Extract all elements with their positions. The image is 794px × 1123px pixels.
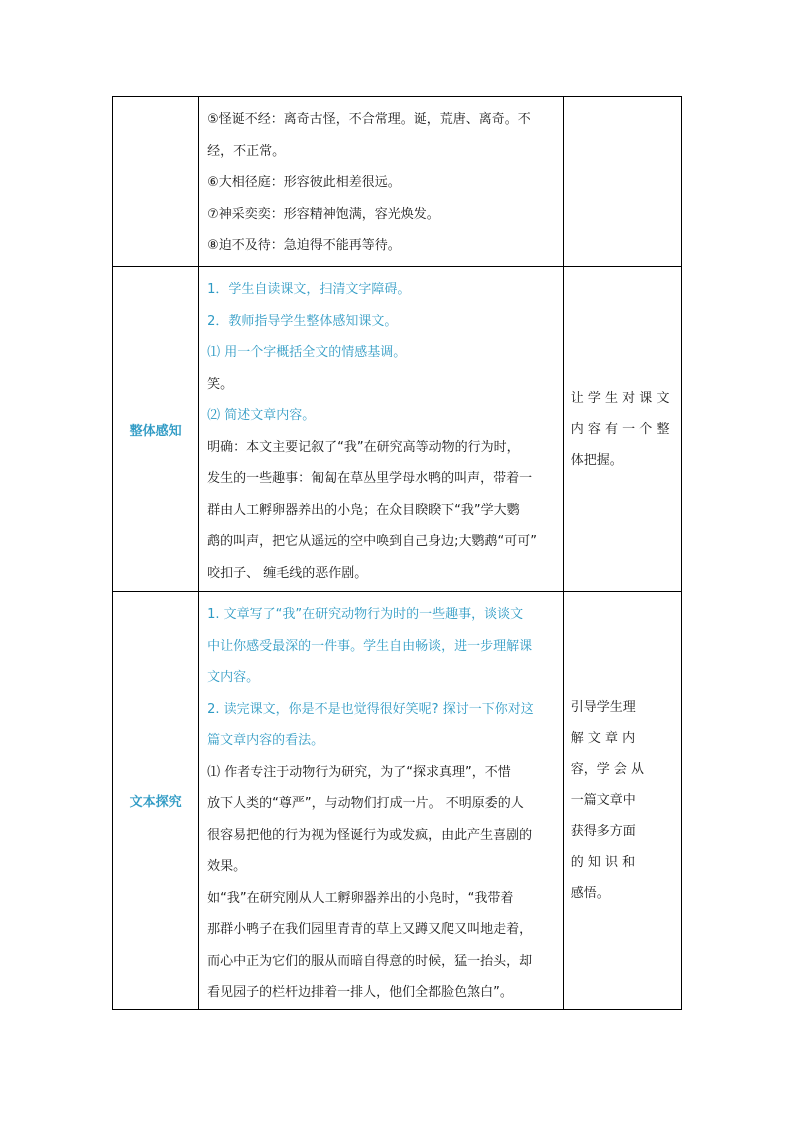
content-line: 文内容。 <box>207 670 260 685</box>
content-line: 鹉的叫声，把它从遥远的空中唤到自己身边;大鹦鹉“可可” <box>207 534 537 549</box>
content-line: 1. 文章写了“我”在研究动物行为时的一些趣事，谈谈文 <box>207 607 524 622</box>
content-line: 如“我”在研究刚从人工孵卵器养出的小凫时，“我带着 <box>207 890 514 906</box>
content-line: ⑧迫不及待：急迫得不能再等待。 <box>207 238 401 253</box>
table-row <box>113 267 682 592</box>
table-row <box>113 592 682 1010</box>
content-line: 中让你感受最深的一件事。学生自由畅谈，进一步理解课 <box>207 638 533 654</box>
note-line: 体把握。 <box>570 452 623 468</box>
content-cell <box>199 267 564 592</box>
content-line: 很容易把他的行为视为怪诞行为或发疯，由此产生喜剧的 <box>207 827 533 843</box>
teaching-note <box>571 692 675 909</box>
content-line: 笑。 <box>207 376 234 392</box>
note-cell <box>563 97 681 267</box>
note-line: 容，学 会 从 <box>570 761 645 777</box>
section-label: 整体感知 <box>129 423 182 439</box>
content-line: 放下人类的“尊严”，与动物们打成一片。 不明原委的人 <box>207 796 524 811</box>
content-line: ⑥大相径庭：形容彼此相差很远。 <box>207 175 401 190</box>
content-line: 效果。 <box>207 859 247 874</box>
content-line: ⑵ 简述文章内容。 <box>207 408 316 423</box>
note-cell <box>563 267 681 592</box>
note-line: 一篇文章中 <box>570 792 636 808</box>
content-line: 1．学生自读课文，扫清文字障碍。 <box>207 282 411 297</box>
content-line: 经，不正常。 <box>207 143 286 159</box>
section-label-cell <box>113 592 199 1010</box>
content-line: 明确：本文主要记叙了“我”在研究高等动物的行为时， <box>207 439 520 455</box>
note-line: 引导学生理 <box>570 699 636 715</box>
content-line: ⑦神采奕奕：形容精神饱满，容光焕发。 <box>207 206 440 222</box>
note-line: 获得多方面 <box>570 823 636 839</box>
lesson-plan-table <box>112 96 682 1010</box>
content-line: 2．教师指导学生整体感知课文。 <box>207 313 398 329</box>
content-line: 2. 读完课文，你是不是也觉得很好笑呢? 探讨一下你对这 <box>207 701 534 717</box>
content-line: 而心中正为它们的服从而暗自得意的时候，猛一抬头，却 <box>207 953 533 969</box>
content-line: 那群小鸭子在我们园里青青的草上又蹲又爬又叫地走着， <box>207 922 533 937</box>
note-line: 的 知 识 和 <box>570 854 636 870</box>
note-line: 感悟。 <box>570 885 610 901</box>
content-line: 看见园子的栏杆边排着一排人，他们全都脸色煞白”。 <box>207 985 513 1000</box>
section-label: 文本探究 <box>129 794 182 810</box>
note-line: 让 学 生 对 课 文 <box>570 390 670 406</box>
content-line: ⑤怪诞不经：离奇古怪，不合常理。诞，荒唐、离奇。不 <box>207 112 531 127</box>
section-label-cell <box>113 97 199 267</box>
content-line: 群由人工孵卵器养出的小凫；在众目睽睽下“我”学大鹦 <box>207 502 520 518</box>
content-line: 咬扣子、 缠毛线的恶作剧。 <box>207 565 368 581</box>
content-line: 篇文章内容的看法。 <box>207 733 325 748</box>
note-line: 解 文 章 内 <box>570 730 636 746</box>
content-line: 发生的一些趣事：匍匐在草丛里学母水鸭的叫声，带着一 <box>207 471 533 486</box>
teaching-note <box>571 383 675 476</box>
content-cell <box>199 97 564 267</box>
section-label-cell <box>113 267 199 592</box>
content-line: ⑴ 用一个字概括全文的情感基调。 <box>207 345 407 360</box>
note-line: 内 容 有 一 个 整 <box>570 421 670 437</box>
content-cell <box>199 592 564 1010</box>
table-row <box>113 97 682 267</box>
note-cell <box>563 592 681 1010</box>
content-line: ⑴ 作者专注于动物行为研究，为了“探求真理”，不惜 <box>207 764 511 780</box>
